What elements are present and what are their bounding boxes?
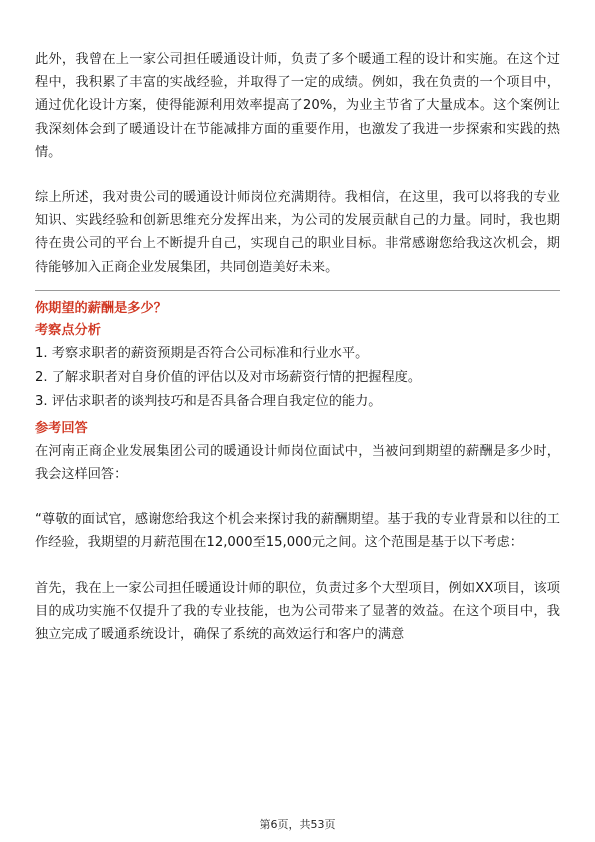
- list-item: 2. 了解求职者对自身价值的评估以及对市场薪资行情的把握程度。: [35, 369, 422, 385]
- list-item: 1. 考察求职者的薪资预期是否符合公司标准和行业水平。: [35, 345, 369, 361]
- paragraph-experience: 此外，我曾在上一家公司担任暖通设计师，负责了多个暖通工程的设计和实施。在这个过程中，我积累了丰富的实战经验，并取得了一定的成绩。例如，我在负责的一个项目中，通过优化设计方案，使得能源利用效率提高了20%，为业主节省了大量成本。这个案例让我深刻体会到了暖通设计在节能减排方面的重要作用，也激发了我进一步探索和实践的热情。: [35, 52, 560, 160]
- paragraph-summary: 综上所述，我对贵公司的暖通设计师岗位充满期待。我相信，在这里，我可以将我的专业知识、实践经验和创新思维充分发挥出来，为公司的发展贡献自己的力量。同时，我也期待在贵公司的平台上不断提升自己，实现自己的职业目标。非常感谢您给我这次机会，期待能够加入正商企业发展集团，共同创造美好未来。: [35, 190, 560, 275]
- section-divider: [35, 290, 560, 291]
- list-item: 3. 评估求职者的谈判技巧和是否具备合理自我定位的能力。: [35, 393, 382, 409]
- document-body: [35, 48, 560, 646]
- answer-paragraph: “尊敬的面试官，感谢您给我这个机会来探讨我的薪酬期望。基于我的专业背景和以往的工作经验，我期望的月薪范围在12,000至15,000元之间。这个范围是基于以下考虑：: [35, 512, 560, 551]
- question-heading: 你期望的薪酬是多少？: [35, 300, 167, 316]
- answer-paragraph: 在河南正商企业发展集团公司的暖通设计师岗位面试中，当被问到期望的薪酬是多少时，我会这样回答：: [35, 443, 560, 483]
- analysis-list: [35, 342, 560, 414]
- page-number: 第6页，共53页: [259, 818, 336, 831]
- analysis-title: 考察点分析: [35, 322, 101, 338]
- answer-title: 参考回答: [35, 420, 88, 436]
- answer-paragraph: 首先，我在上一家公司担任暖通设计师的职位，负责过多个大型项目，例如XX项目，该项目的成功实施不仅提升了我的专业技能，也为公司带来了显著的效益。在这个项目中，我独立完成了暖通系统设计，确保了系统的高效运行和客户的满意: [35, 580, 560, 643]
